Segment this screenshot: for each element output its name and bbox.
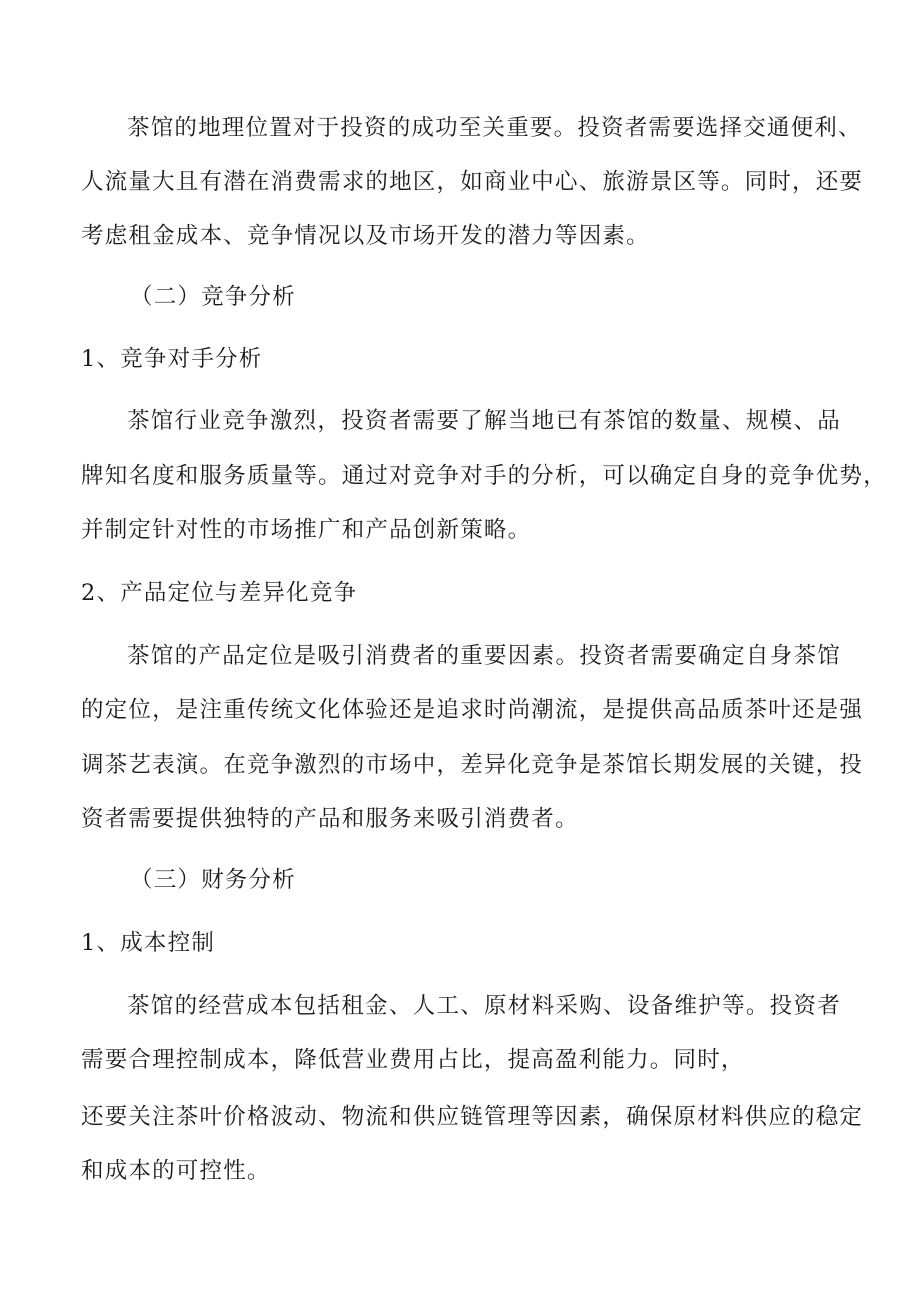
subheading-positioning: 2、产品定位与差异化竞争 xyxy=(81,580,358,606)
paragraph-location-line-2: 人流量大且有潜在消费需求的地区，如商业中心、旅游景区等。同时，还要 xyxy=(81,169,864,195)
paragraph-cost-line-4: 和成本的可控性。 xyxy=(81,1158,271,1184)
paragraph-location-line-3: 考虑租金成本、竞争情况以及市场开发的潜力等因素。 xyxy=(81,223,650,249)
paragraph-competitor-line-3: 并制定针对性的市场推广和产品创新策略。 xyxy=(81,517,532,543)
paragraph-cost-line-2: 需要合理控制成本，降低营业费用占比，提高盈利能力。同时， xyxy=(81,1047,745,1073)
paragraph-cost-line-1: 茶馆的经营成本包括租金、人工、原材料采购、设备维护等。投资者 xyxy=(127,993,841,1019)
paragraph-competitor-line-1: 茶馆行业竞争激烈，投资者需要了解当地已有茶馆的数量、规模、品 xyxy=(127,408,841,434)
section-heading-finance: （三）财务分析 xyxy=(130,867,296,893)
paragraph-location-line-1: 茶馆的地理位置对于投资的成功至关重要。投资者需要选择交通便利、 xyxy=(127,115,862,141)
paragraph-positioning-line-2: 的定位，是注重传统文化体验还是追求时尚潮流，是提供高品质茶叶还是强 xyxy=(81,697,864,723)
paragraph-cost-line-3: 还要关注茶叶价格波动、物流和供应链管理等因素，确保原材料供应的稳定 xyxy=(81,1104,864,1130)
paragraph-positioning-line-3: 调茶艺表演。在竞争激烈的市场中，差异化竞争是茶馆长期发展的关键，投 xyxy=(81,752,864,778)
paragraph-positioning-line-4: 资者需要提供独特的产品和服务来吸引消费者。 xyxy=(81,806,579,832)
paragraph-competitor-line-2: 牌知名度和服务质量等。通过对竞争对手的分析，可以确定自身的竞争优势， xyxy=(81,463,887,489)
subheading-competitor-analysis: 1、竞争对手分析 xyxy=(81,346,263,372)
subheading-cost-control: 1、成本控制 xyxy=(81,930,216,956)
section-heading-competition: （二）竞争分析 xyxy=(130,284,296,310)
paragraph-positioning-line-1: 茶馆的产品定位是吸引消费者的重要因素。投资者需要确定自身茶馆 xyxy=(127,643,841,669)
